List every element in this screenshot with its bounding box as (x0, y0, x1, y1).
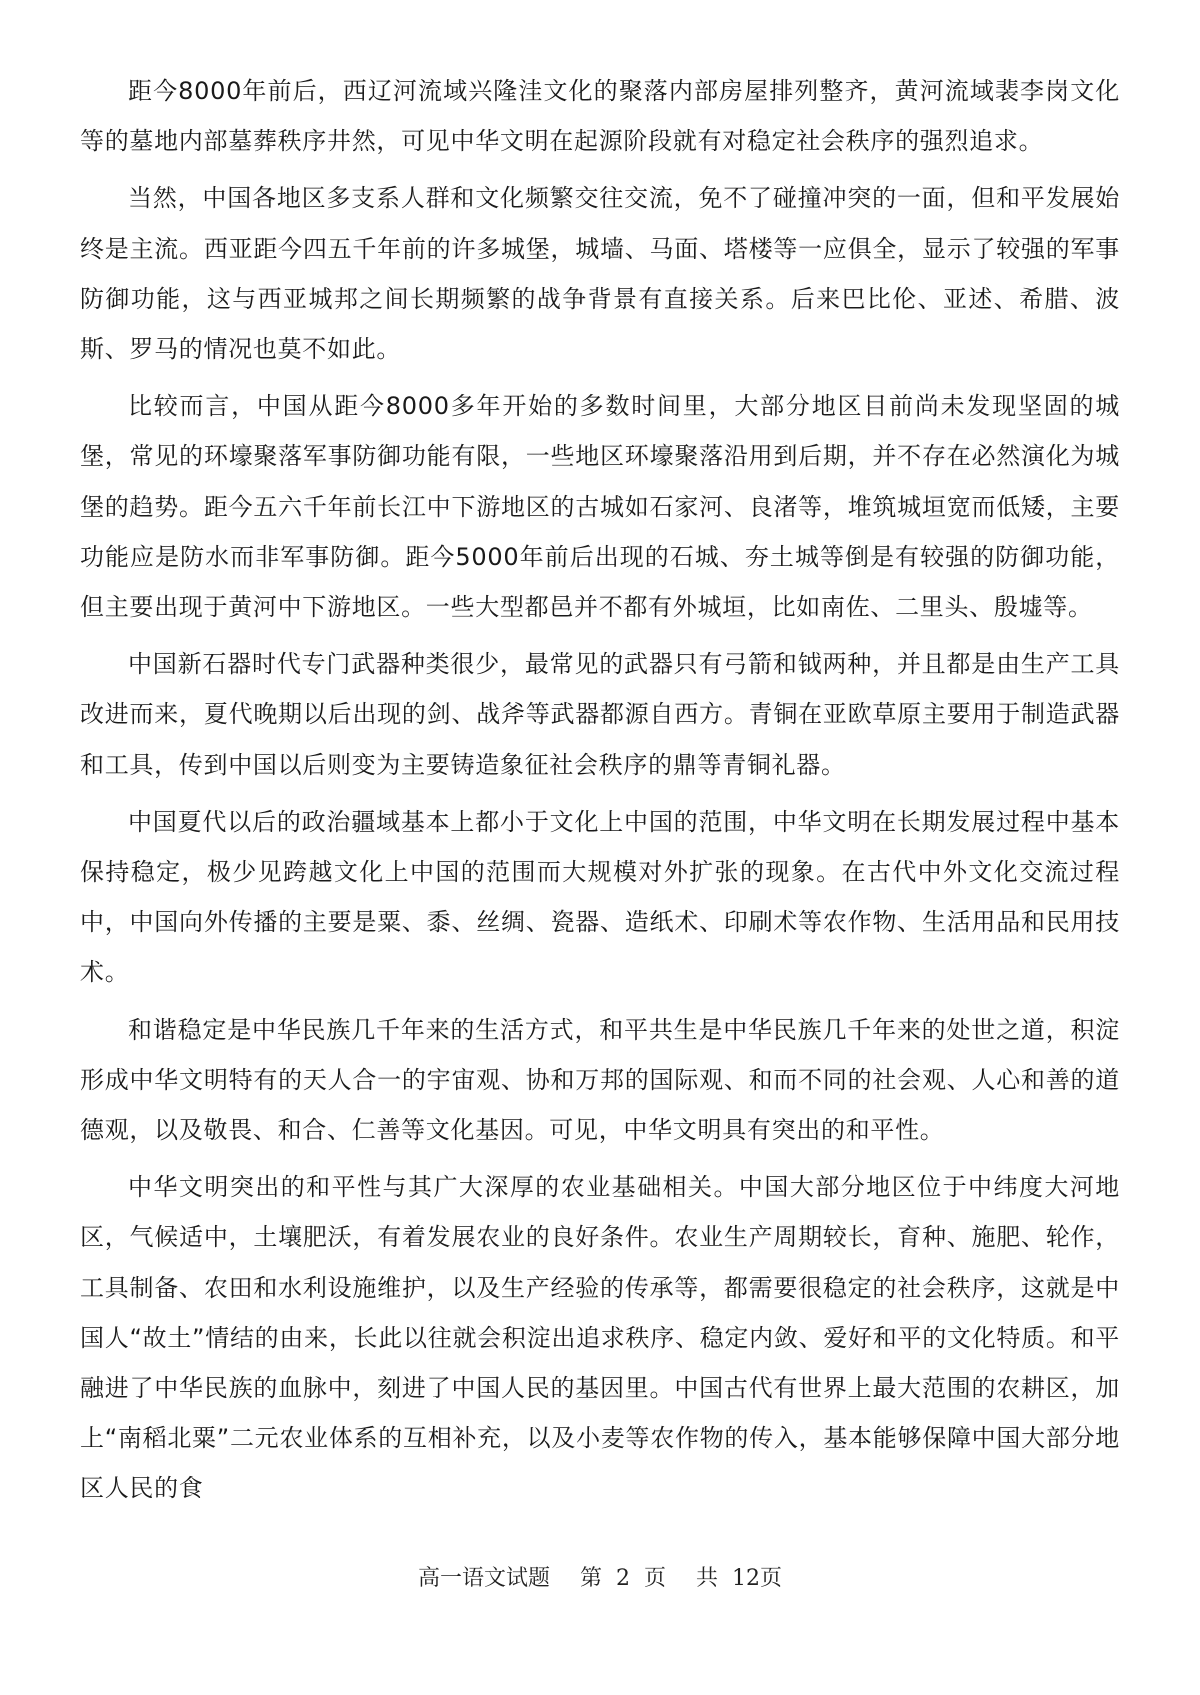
paragraph-3: 比较而言，中国从距今8000多年开始的多数时间里，大部分地区目前尚未发现坚固的城堡，常见的环壕聚落军事防御功能有限，一些地区环壕聚落沿用到后期，并不存在必然演化为城堡的趋势。距今五六千年前长江中下游地区的古城如石家河、良渚等，堆筑城垣宽而低矮，主要功能应是防水而非军事防御。距今5000年前后出现的石城、夯土城等倒是有较强的防御功能，但主要出现于黄河中下游地区。一些大型都邑并不都有外城垣，比如南佐、二里头、殷墟等。 (80, 392, 1120, 622)
footer-page-unit: 页 (644, 1566, 667, 1591)
paragraph-1: 距今8000年前后，西辽河流域兴隆洼文化的聚落内部房屋排列整齐，黄河流域裴李岗文化等的墓地内部墓葬秩序井然，可见中华文明在起源阶段就有对稳定社会秩序的强烈追求。 (80, 77, 1120, 156)
page-footer (0, 1564, 1200, 1594)
footer-exam-name: 高一语文试题 (417, 1566, 550, 1591)
footer-total-prefix: 共 (696, 1566, 719, 1591)
paragraph-4: 中国新石器时代专门武器种类很少，最常见的武器只有弓箭和钺两种，并且都是由生产工具改进而来，夏代晚期以后出现的剑、战斧等武器都源自西方。青铜在亚欧草原主要用于制造武器和工具，传到中国以后则变为主要铸造象征社会秩序的鼎等青铜礼器。 (80, 650, 1120, 779)
paragraph-5: 中国夏代以后的政治疆域基本上都小于文化上中国的范围，中华文明在长期发展过程中基本保持稳定，极少见跨越文化上中国的范围而大规模对外扩张的现象。在古代中外文化交流过程中，中国向外传播的主要是粟、黍、丝绸、瓷器、造纸术、印刷术等农作物、生活用品和民用技术。 (80, 807, 1120, 987)
article-body (80, 66, 1120, 1521)
paragraph-7: 中华文明突出的和平性与其广大深厚的农业基础相关。中国大部分地区位于中纬度大河地区，气候适中，土壤肥沃，有着发展农业的良好条件。农业生产周期较长，育种、施肥、轮作，工具制备、农田和水利设施维护，以及生产经验的传承等，都需要很稳定的社会秩序，这就是中国人“故土”情结的由来，长此以往就会积淀出追求秩序、稳定内敛、爱好和平的文化特质。和平融进了中华民族的血脉中，刻进了中国人民的基因里。中国古代有世界上最大范围的农耕区，加上“南稻北粟”二元农业体系的互相补充，以及小麦等农作物的传入，基本能够保障中国大部分地区人民的食 (80, 1173, 1120, 1503)
footer-page-prefix: 第 (579, 1566, 602, 1591)
footer-total-pages: 12页 (732, 1566, 783, 1591)
paragraph-2: 当然，中国各地区多支系人群和文化频繁交往交流，免不了碰撞冲突的一面，但和平发展始终是主流。西亚距今四五千年前的许多城堡，城墙、马面、塔楼等一应俱全，显示了较强的军事防御功能，这与西亚城邦之间长期频繁的战争背景有直接关系。后来巴比伦、亚述、希腊、波斯、罗马的情况也莫不如此。 (80, 184, 1120, 364)
paragraph-6: 和谐稳定是中华民族几千年来的生活方式，和平共生是中华民族几千年来的处世之道，积淀形成中华文明特有的天人合一的宇宙观、协和万邦的国际观、和而不同的社会观、人心和善的道德观，以及敬畏、和合、仁善等文化基因。可见，中华文明具有突出的和平性。 (80, 1015, 1120, 1145)
footer-page-number: 2 (616, 1566, 630, 1591)
